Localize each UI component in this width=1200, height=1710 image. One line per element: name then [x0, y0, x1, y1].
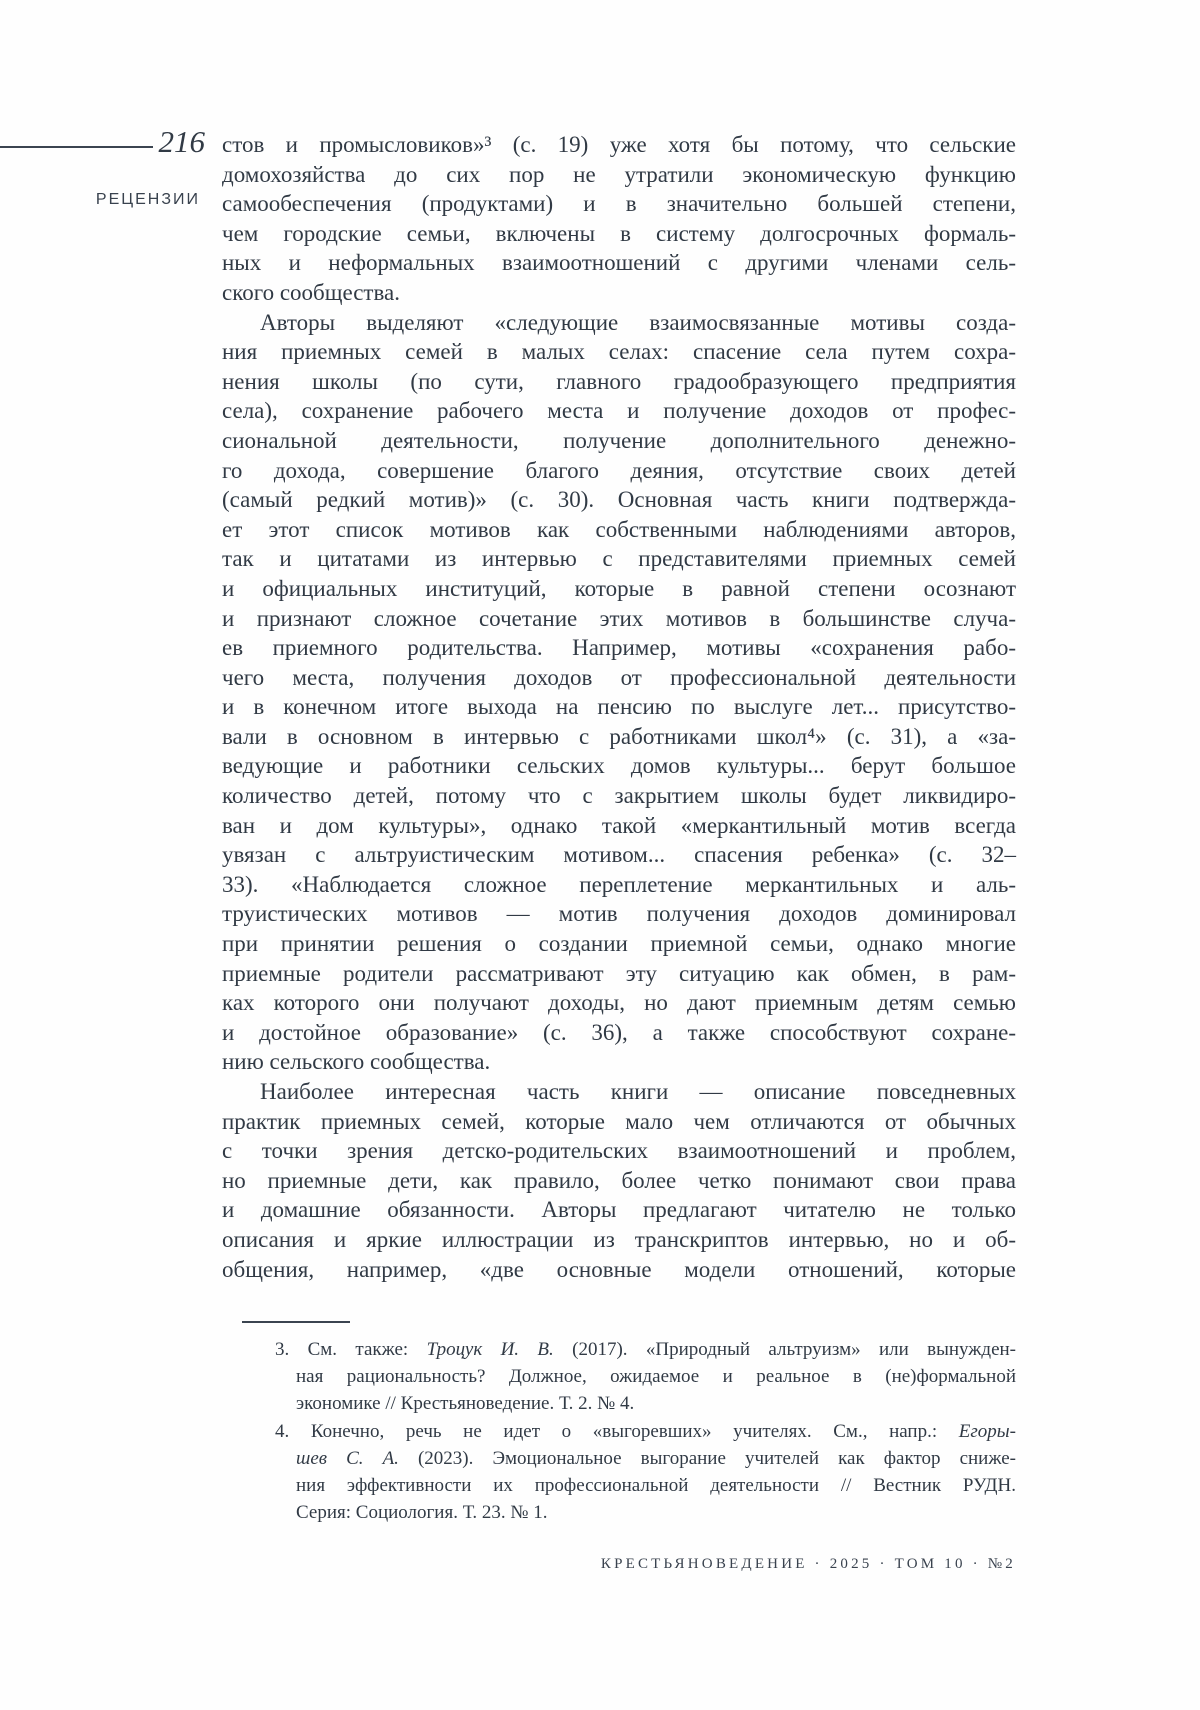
- text-line: ния эффективности их профессиональной деятельности // Вестник РУДН.: [296, 1475, 1016, 1497]
- text-line: шев С. А. (2023). Эмоциональное выгорание учителей как фактор сниже-: [296, 1447, 1016, 1469]
- text-line: (самый редкий мотив)» (с. 30). Основная часть книги подтвержда-: [222, 487, 1016, 513]
- text-line: ная рациональность? Должное, ожидаемое и реальное в (не)формальной: [296, 1366, 1016, 1388]
- text-line: труистических мотивов — мотив получения доходов доминировал: [222, 901, 1016, 927]
- text-line: ев приемного родительства. Например, мотивы «сохранения рабо-: [222, 635, 1016, 661]
- text-line: ского сообщества.: [222, 279, 401, 305]
- text-line: описания и яркие иллюстрации из транскриптов интервью, но и об-: [222, 1226, 1016, 1252]
- section-label: РЕЦЕНЗИИ: [95, 191, 200, 208]
- text-line: количество детей, потому что с закрытием школы будет ликвидиро-: [222, 783, 1016, 809]
- review-body-text: [222, 130, 1016, 1284]
- text-line: сиональной деятельности, получение дополнительного денежно-: [222, 427, 1016, 453]
- page-number: 216: [158, 124, 205, 159]
- text-line: ках которого они получают доходы, но дают приемным детям семью: [222, 990, 1016, 1016]
- text-line: нию сельского сообщества.: [222, 1049, 491, 1075]
- journal-footer: КРЕСТЬЯНОВЕДЕНИЕ · 2025 · ТОМ 10 · №2: [600, 1556, 1016, 1572]
- text-line: и домашние обязанности. Авторы предлагают читателю не только: [222, 1197, 1016, 1223]
- text-line: ния приемных семей в малых селах: спасение села путем сохра-: [222, 339, 1016, 365]
- text-line: и достойное образование» (с. 36), а также способствуют сохране-: [222, 1019, 1016, 1045]
- text-line: чего места, получения доходов от профессиональной деятельности: [222, 664, 1016, 690]
- text-line: 3. См. также: Троцук И. В. (2017). «Природный альтруизм» или вынужден-: [275, 1339, 1017, 1360]
- text-line: так и цитатами из интервью с представителями приемных семей: [222, 546, 1016, 572]
- text-line: и в конечном итоге выхода на пенсию по выслуге лет... присутство-: [222, 694, 1016, 720]
- paragraph: [222, 308, 1016, 1077]
- text-line: увязан с альтруистическим мотивом... спасения ребенка» (с. 32–: [222, 842, 1016, 868]
- text-line: го дохода, совершение благого деяния, отсутствие своих детей: [222, 457, 1016, 483]
- text-line: чем городские семьи, включены в систему долгосрочных формаль-: [222, 220, 1016, 246]
- paragraph: [222, 1077, 1016, 1284]
- text-line: Серия: Социология. Т. 23. № 1.: [296, 1502, 548, 1524]
- footnote-3: [275, 1336, 1016, 1418]
- text-line: практик приемных семей, которые мало чем отличаются от обычных: [222, 1108, 1016, 1134]
- text-line: 4. Конечно, речь не идет о «выгоревших» учителях. См., напр.: Егоры-: [275, 1420, 1016, 1442]
- text-line: Наиболее интересная часть книги — описание повседневных: [260, 1079, 1016, 1104]
- text-line: стов и промысловиков»³ (с. 19) уже хотя бы потому, что сельские: [222, 132, 1016, 157]
- text-line: и признают сложное сочетание этих мотивов в большинстве случа-: [222, 605, 1016, 631]
- paragraph: [222, 130, 1016, 308]
- text-line: экономике // Крестьяноведение. Т. 2. № 4.: [296, 1393, 635, 1415]
- text-line: села), сохранение рабочего места и получение доходов от профес-: [222, 398, 1016, 424]
- text-line: ван и дом культуры», однако такой «меркантильный мотив всегда: [222, 812, 1016, 838]
- text-line: домохозяйства до сих пор не утратили экономическую функцию: [222, 161, 1016, 187]
- text-line: и официальных институций, которые в равной степени осознают: [222, 575, 1016, 601]
- text-line: с точки зрения детско-родительских взаимоотношений и проблем,: [222, 1138, 1016, 1164]
- text-line: ет этот список мотивов как собственными наблюдениями авторов,: [222, 516, 1016, 542]
- text-line: ведующие и работники сельских домов культуры... берут большое: [222, 753, 1016, 779]
- text-line: общения, например, «две основные модели отношений, которые: [222, 1256, 1016, 1282]
- text-line: при принятии решения о создании приемной семьи, однако многие: [222, 931, 1016, 957]
- text-line: приемные родители рассматривают эту ситуацию как обмен, в рам-: [222, 960, 1016, 986]
- text-line: ных и неформальных взаимоотношений с другими членами сель-: [222, 250, 1016, 276]
- text-line: самообеспечения (продуктами) и в значительно большей степени,: [222, 191, 1016, 217]
- text-line: но приемные дети, как правило, более четко понимают свои права: [222, 1167, 1016, 1193]
- footnote-4: [275, 1418, 1016, 1527]
- text-line: нения школы (по сути, главного градообразующего предприятия: [222, 368, 1016, 394]
- text-line: Авторы выделяют «следующие взаимосвязанные мотивы созда-: [260, 309, 1016, 335]
- text-line: вали в основном в интервью с работниками школ⁴» (с. 31), а «за-: [222, 723, 1016, 749]
- footnote-rule: [242, 1321, 350, 1323]
- text-line: 33). «Наблюдается сложное переплетение меркантильных и аль-: [222, 871, 1016, 897]
- footnotes-block: [275, 1336, 1016, 1526]
